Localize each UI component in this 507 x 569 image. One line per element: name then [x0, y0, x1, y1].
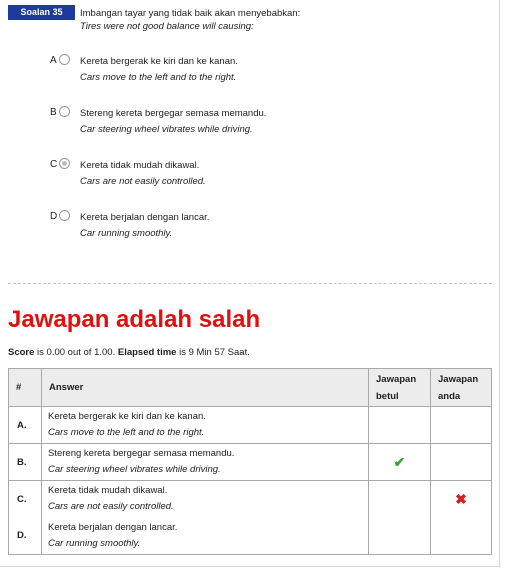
row-answer [42, 518, 369, 555]
row-answer-en: Cars are not easily controlled. [48, 501, 174, 513]
header-correct-answer: Jawapan betul [369, 369, 431, 407]
option-text-en: Cars are not easily controlled. [80, 176, 206, 187]
cross-icon: ✖ [431, 481, 492, 555]
answer-table [8, 368, 492, 555]
row-answer-en: Cars move to the left and to the right. [48, 427, 205, 438]
result-heading: Jawapan adalah salah [8, 306, 261, 333]
row-answer-en: Car steering wheel vibrates while driving. [48, 464, 221, 475]
option-letter: D [50, 211, 58, 222]
row-letter: B. [9, 444, 42, 481]
option-letter: A [50, 55, 57, 66]
option-text-ms: Kereta bergerak ke kiri dan ke kanan. [80, 56, 238, 67]
option-d-radio[interactable] [59, 210, 70, 221]
row-answer [42, 407, 369, 444]
row-letter: D. [9, 518, 42, 555]
table-row [9, 481, 492, 518]
row-correct-cell [369, 481, 431, 555]
option-text-ms: Kereta tidak mudah dikawal. [80, 160, 200, 171]
option-letter: B [50, 107, 57, 118]
header-your-answer: Jawapan anda [431, 369, 492, 407]
option-b[interactable] [0, 106, 480, 138]
question-text [80, 7, 300, 33]
table-row [9, 444, 492, 481]
row-answer-en: Car running smoothly. [48, 537, 141, 549]
option-letter: C [50, 159, 58, 170]
row-correct-cell [369, 407, 431, 444]
option-c[interactable] [0, 158, 480, 190]
table-row [9, 407, 492, 444]
row-your-cell [431, 407, 492, 444]
option-text-ms: Kereta berjalan dengan lancar. [80, 212, 210, 223]
score-value: is 0.00 out of 1.00. [37, 347, 116, 358]
header-number: # [9, 369, 42, 407]
row-answer [42, 444, 369, 481]
row-your-cell [431, 444, 492, 481]
option-b-radio[interactable] [59, 106, 70, 117]
check-icon: ✔ [369, 444, 431, 481]
elapsed-value: is 9 Min 57 Saat. [179, 347, 250, 358]
question-text-en: Tires were not good balance will causing: [80, 21, 254, 32]
option-text [80, 106, 266, 138]
section-divider [8, 283, 492, 284]
option-a[interactable] [0, 54, 480, 86]
option-text-en: Cars move to the left and to the right. [80, 72, 237, 83]
header-answer: Answer [42, 369, 369, 407]
option-text-ms: Stereng kereta bergegar semasa memandu. [80, 108, 267, 119]
row-answer-ms: Kereta tidak mudah dikawal. [48, 485, 168, 497]
row-answer-ms: Kereta bergerak ke kiri dan ke kanan. [48, 411, 206, 422]
row-answer-ms: Kereta berjalan dengan lancar. [48, 521, 178, 533]
option-a-radio[interactable] [59, 54, 70, 65]
score-label: Score [8, 347, 35, 358]
option-text [80, 158, 206, 190]
answer-table-header [9, 369, 492, 407]
score-line [8, 347, 250, 358]
row-letter: A. [9, 407, 42, 444]
option-c-radio[interactable] [59, 158, 70, 169]
question-number-badge: Soalan 35 [8, 5, 75, 20]
option-text-en: Car running smoothly. [80, 228, 173, 239]
elapsed-label: Elapsed time [117, 347, 177, 358]
option-text [80, 54, 238, 86]
question-text-ms: Imbangan tayar yang tidak baik akan menyebabkan: [80, 8, 301, 19]
row-answer-ms: Stereng kereta bergegar semasa memandu. [48, 448, 235, 459]
option-text [80, 210, 209, 242]
option-d[interactable] [0, 210, 480, 242]
option-text-en: Car steering wheel vibrates while driving. [80, 124, 253, 135]
row-answer [42, 481, 369, 518]
row-letter: C. [9, 481, 42, 518]
